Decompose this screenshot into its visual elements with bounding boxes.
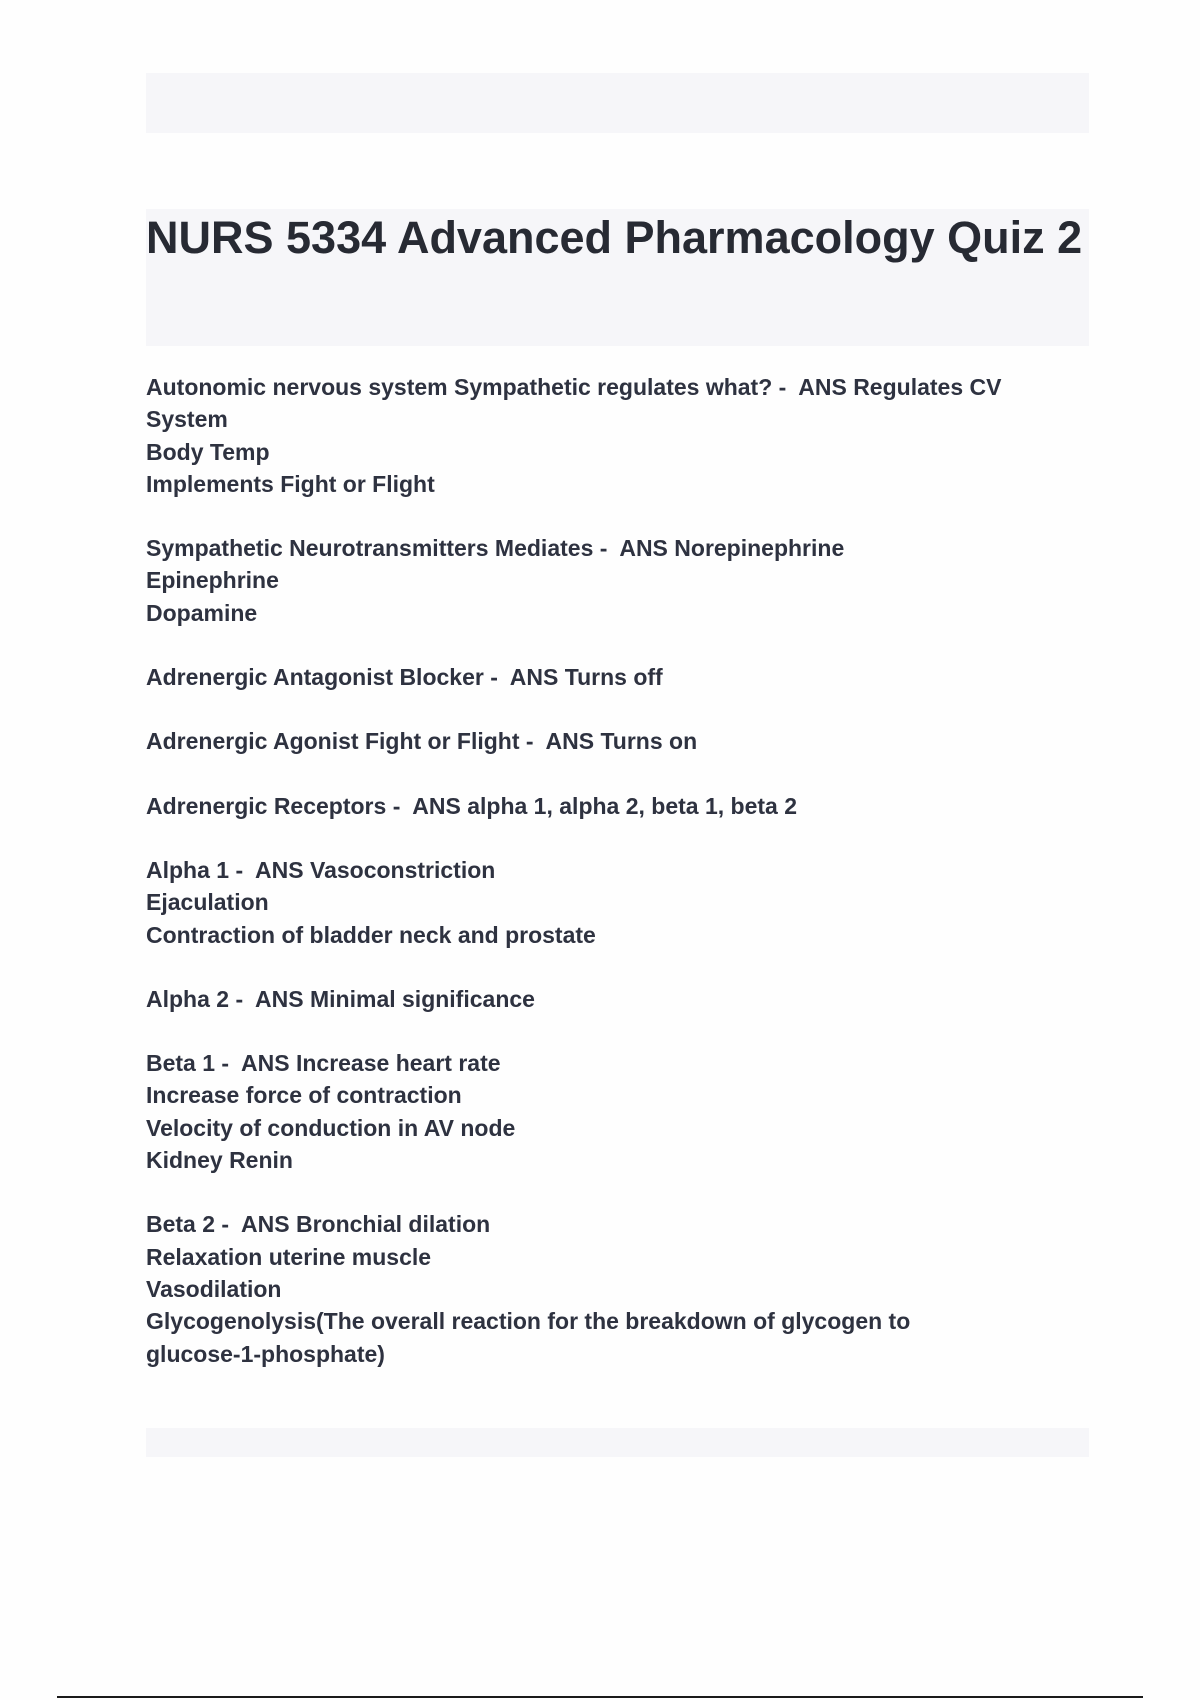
flashcard-line: Relaxation uterine muscle — [146, 1243, 432, 1270]
flashcard-line: Implements Fight or Flight — [146, 470, 435, 497]
flashcard-list — [146, 371, 1046, 1402]
footer-divider — [57, 1696, 1143, 1698]
flashcard-line: Glycogenolysis(The overall reaction for the breakdown of glycogen to — [146, 1308, 911, 1335]
flashcard-line: Velocity of conduction in AV node — [146, 1114, 516, 1141]
flashcard-item — [146, 661, 1046, 693]
flashcard-line: Adrenergic Antagonist Blocker - ANS Turns off — [146, 664, 663, 691]
flashcard-item — [146, 790, 1046, 822]
flashcard-line: Ejaculation — [146, 889, 269, 916]
flashcard-item — [146, 1047, 1046, 1176]
flashcard-item — [146, 532, 1046, 629]
page-header-band — [146, 73, 1089, 133]
flashcard-line: glucose-1-phosphate) — [146, 1340, 385, 1367]
flashcard-item — [146, 854, 1046, 951]
flashcard-line: Epinephrine — [146, 567, 279, 594]
flashcard-line: Vasodilation — [146, 1275, 282, 1302]
flashcard-line: Body Temp — [146, 438, 270, 465]
flashcard-line: Dopamine — [146, 599, 258, 626]
flashcard-line: Alpha 2 - ANS Minimal significance — [146, 985, 535, 1012]
flashcard-line: Beta 2 - ANS Bronchial dilation — [146, 1211, 491, 1238]
flashcard-line: Alpha 1 - ANS Vasoconstriction — [146, 856, 496, 883]
flashcard-item — [146, 1208, 1046, 1369]
document-title: NURS 5334 Advanced Pharmacology Quiz 2 — [146, 212, 1083, 263]
flashcard-line: Contraction of bladder neck and prostate — [146, 921, 596, 948]
flashcard-line: System — [146, 406, 228, 433]
flashcard-item — [146, 983, 1046, 1015]
flashcard-line: Beta 1 - ANS Increase heart rate — [146, 1050, 501, 1077]
flashcard-line: Adrenergic Receptors - ANS alpha 1, alpha 2, beta 1, beta 2 — [146, 792, 798, 819]
flashcard-item — [146, 725, 1046, 757]
flashcard-item — [146, 371, 1046, 500]
flashcard-line: Increase force of contraction — [146, 1082, 462, 1109]
flashcard-line: Sympathetic Neurotransmitters Mediates - ANS Norepinephrine — [146, 535, 845, 562]
flashcard-line: Kidney Renin — [146, 1147, 293, 1174]
flashcard-line: Autonomic nervous system Sympathetic regulates what? - ANS Regulates CV — [146, 374, 1002, 400]
flashcard-line: Adrenergic Agonist Fight or Flight - ANS Turns on — [146, 728, 698, 755]
page-footer-band — [146, 1428, 1089, 1457]
